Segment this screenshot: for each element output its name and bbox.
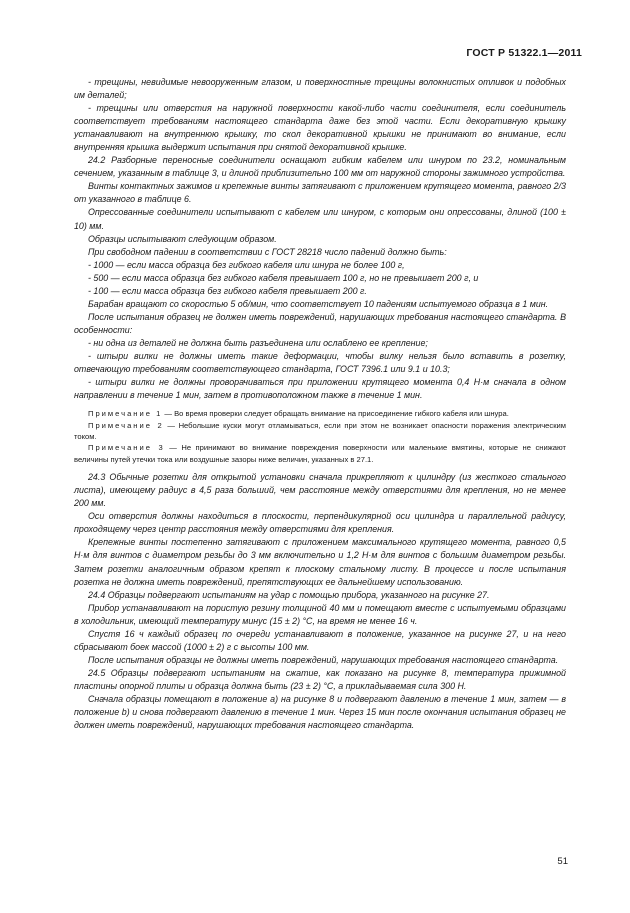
note-label: Примечание 3 [88, 443, 165, 453]
note [74, 408, 566, 419]
note-label: Примечание 1 [88, 409, 163, 419]
note-text: — Небольшие куски могут отламываться, если при этом не возникает опасности поражения электрическим током. [74, 420, 566, 441]
paragraph: - штыри вилки не должны иметь такие деформации, чтобы вилку нельзя было вставить в розетку, отвечающую требованиям соответствующего стандарта, ГОСТ 7396.1 или 9.1 и 10.3; [74, 350, 566, 375]
note-text: — Во время проверки следует обращать внимание на присоединение гибкого кабеля или шнура. [162, 409, 509, 419]
standard-header: ГОСТ Р 51322.1—2011 [466, 47, 582, 59]
paragraph: 24.5 Образцы подвергают испытаниям на сжатие, как показано на рисунке 8, температура прижимной пластины опорной плиты и образца должна быть (23 ± 2) °С, а прикладываемая сила 300 Н. [74, 667, 566, 691]
paragraph: После испытания образцы не должны иметь повреждений, нарушающих требования настоящего стандарта. [88, 654, 559, 665]
paragraph: При свободном падении в соответствии с ГОСТ 28218 число падений должно быть: [88, 246, 447, 257]
note [74, 420, 566, 443]
paragraph: Барабан вращают со скоростью 5 об/мин, что соответствует 10 падениям испытуемого образца в 1 мин. [88, 298, 549, 309]
note-text: — Не принимают во внимание повреждения поверхности или маленькие вмятины, которые не снижают величины путей утечки тока или воздушные зазоры ниже величин, указанных в 27.1. [74, 443, 566, 464]
paragraph: - 100 — если масса образца без гибкого кабеля превышает 200 г. [88, 285, 367, 296]
paragraph: Образцы испытывают следующим образом. [88, 233, 277, 244]
paragraph: Винты контактных зажимов и крепежные винты затягивают с приложением крутящего момента, равного 2/3 от указанного в таблице 6. [74, 181, 566, 205]
paragraph: 24.4 Образцы подвергают испытаниям на удар с помощью прибора, указанного на рисунке 27. [88, 589, 490, 600]
paragraph: - трещины или отверстия на наружной поверхности какой-либо части соединителя, если соединитель соответствует требованиям настоящего стандарта даже без этой части. Если декоративную крышку устанавливают на внутреннюю крышку, то скол декоративной крышки не принимают во внимание, если внутренняя крышка выдержит испытания при снятой декоративной крышке. [74, 103, 566, 153]
paragraph: Крепежные винты постепенно затягивают с приложением максимального крутящего момента, равного 0,5 Н·м для винтов с диаметром резьбы до 3 мм включительно и 1,2 Н·м для винтов с большим диаметром резьбы. Затем розетки аналогичным образом крепят к плоскому стальному листу. В процессе и после испытания розетка не должна иметь повреждений, препятствующих ее дальнейшему использованию. [74, 537, 566, 587]
note [74, 442, 566, 465]
paragraph: - 500 — если масса образца без гибкого кабеля превышает 100 г, но не превышает 200 г, и [88, 272, 479, 283]
paragraph: Спустя 16 ч каждый образец по очереди устанавливают в положение, указанное на рисунке 27, и на него сбрасывают боек массой (1000 ± 2) г с высоты 100 мм. [74, 628, 566, 652]
notes-block [74, 408, 566, 465]
document-body [74, 76, 566, 732]
paragraph: - ни одна из деталей не должна быть разъединена или ослаблено ее крепление; [88, 337, 428, 348]
section-a [74, 76, 566, 402]
paragraph: - 1000 — если масса образца без гибкого кабеля или шнура не более 100 г, [88, 259, 405, 270]
paragraph: Опрессованные соединители испытывают с кабелем или шнуром, с которым они опрессованы, длиной (100 ± 10) мм. [74, 207, 566, 231]
paragraph: 24.3 Обычные розетки для открытой установки сначала прикрепляют к цилиндру (из жесткого стального листа), имеющему радиус в 4,5 раза больший, чем расстояние между отверстиями для крепления, но не менее 200 мм. [74, 472, 566, 509]
paragraph: Оси отверстия должны находиться в плоскости, перпендикулярной оси цилиндра и параллельной радиусу, проходящему через центр расстояния между отверстиями для крепления. [74, 511, 566, 535]
paragraph: Прибор устанавливают на пористую резину толщиной 40 мм и помещают вместе с испытуемыми образцами в холодильник, имеющий температуру минус (15 ± 2) °С, на время не менее 16 ч. [74, 602, 566, 626]
page-number: 51 [557, 856, 568, 867]
paragraph: После испытания образец не должен иметь повреждений, нарушающих требования настоящего стандарта. В особенности: [74, 311, 566, 335]
paragraph: Сначала образцы помещают в положение а) на рисунке 8 и подвергают давлению в течение 1 мин, затем — в положение b) и снова подвергают давлению в течение 1 мин. Через 15 мин после окончания испытания образец не должен иметь повреждений, нарушающих требования настоящего стандарта. [74, 694, 566, 731]
paragraph: - трещины, невидимые невооруженным глазом, и поверхностные трещины волокнистых отливок и подобных им деталей; [74, 77, 566, 101]
paragraph: 24.2 Разборные переносные соединители оснащают гибким кабелем или шнуром по 23.2, номинальным сечением, указанным в таблице 3, и длиной приблизительно 100 мм от наружной стороны зажимного устройства. [74, 155, 566, 179]
paragraph: - штыри вилки не должны проворачиваться при приложении крутящего момента 0,4 Н·м сначала в одном направлении в течение 1 мин, затем в противоположном также в течение 1 мин. [74, 377, 566, 401]
section-b [74, 471, 566, 732]
note-label: Примечание 2 [88, 420, 164, 430]
